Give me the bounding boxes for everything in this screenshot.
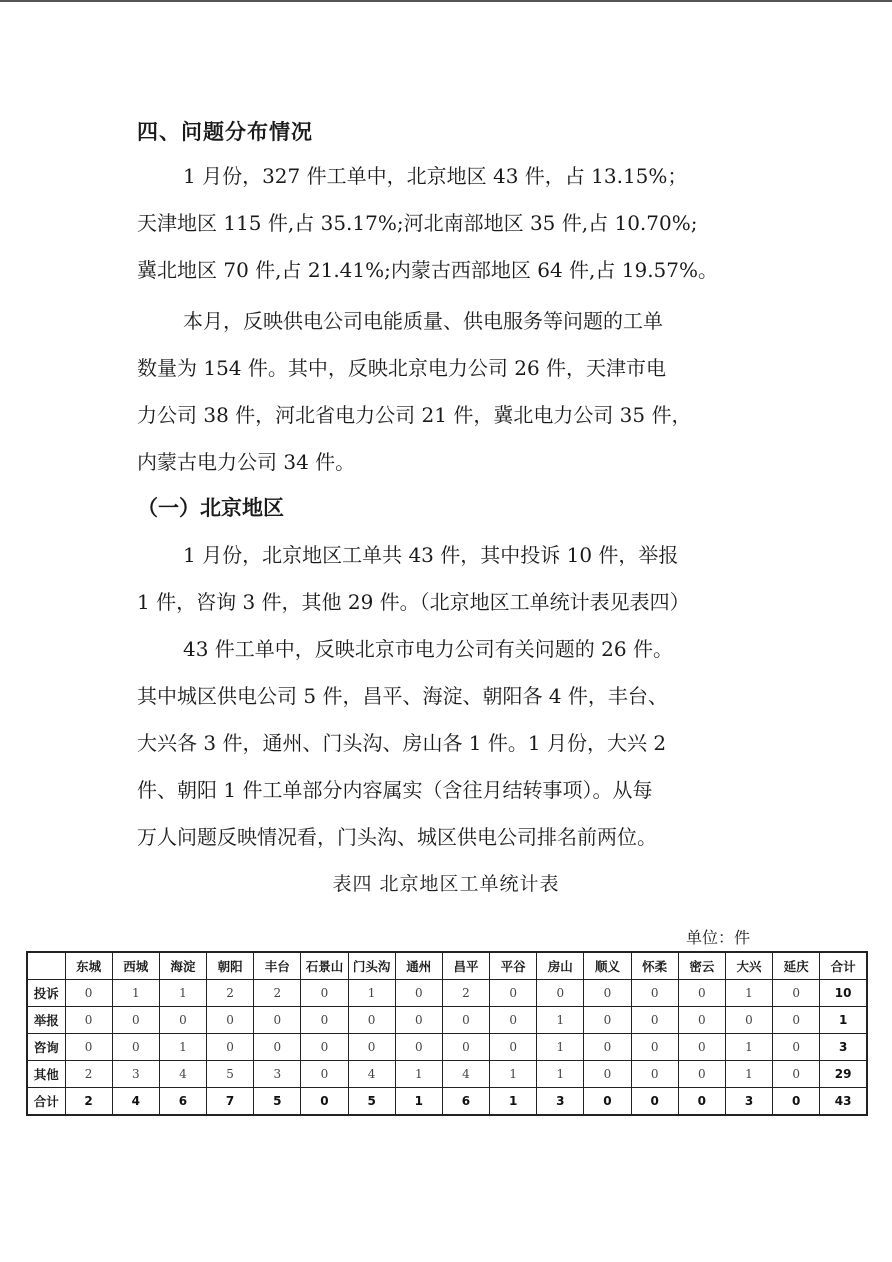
column-header: 石景山 (301, 952, 348, 980)
table-row (27, 980, 867, 1007)
table-cell: 0 (254, 1034, 301, 1061)
table-cell: 0 (65, 1007, 112, 1034)
table-row (27, 1007, 867, 1034)
column-header: 密云 (678, 952, 725, 980)
column-header: 顺义 (584, 952, 631, 980)
table-cell: 0 (490, 1034, 537, 1061)
beijing-paragraph (137, 532, 757, 626)
table-cell: 1 (159, 1034, 206, 1061)
table-cell: 0 (631, 1061, 678, 1088)
table-cell: 5 (207, 1061, 254, 1088)
table-cell: 0 (348, 1034, 395, 1061)
table-cell: 2 (442, 980, 489, 1007)
table-cell: 1 (490, 1088, 537, 1116)
table-cell: 1 (537, 1007, 584, 1034)
service-line: 本月，反映供电公司电能质量、供电服务等问题的工单 (183, 309, 663, 333)
table-cell: 0 (395, 1034, 442, 1061)
column-header: 东城 (65, 952, 112, 980)
intro-paragraph (137, 153, 757, 294)
table-cell: 4 (348, 1061, 395, 1088)
table-cell: 3 (820, 1034, 867, 1061)
table-cell: 2 (207, 980, 254, 1007)
table-header-row (27, 952, 867, 980)
table-unit: 单位：件 (686, 928, 751, 947)
beijing-line: 1 件，咨询 3 件，其他 29 件。（北京地区工单统计表见表四） (137, 590, 690, 614)
table-cell: 0 (678, 1007, 725, 1034)
row-header: 其他 (27, 1061, 65, 1088)
table-cell: 0 (301, 1034, 348, 1061)
table-row (27, 1061, 867, 1088)
table-cell: 0 (207, 1007, 254, 1034)
table-cell: 1 (537, 1061, 584, 1088)
table-cell: 0 (678, 1061, 725, 1088)
table-cell: 10 (820, 980, 867, 1007)
table-cell: 0 (112, 1034, 159, 1061)
section-title: 四、问题分布情况 (137, 120, 313, 144)
intro-line: 天津地区 115 件,占 35.17%;河北南部地区 35 件,占 10.70%; (137, 211, 698, 235)
row-header: 投诉 (27, 980, 65, 1007)
column-header: 大兴 (725, 952, 772, 980)
column-header: 合计 (820, 952, 867, 980)
service-paragraph (137, 298, 757, 486)
table-cell: 29 (820, 1061, 867, 1088)
table-cell: 0 (631, 1034, 678, 1061)
table-cell: 0 (678, 980, 725, 1007)
table-cell: 0 (301, 980, 348, 1007)
row-header: 合计 (27, 1088, 65, 1116)
table-cell: 3 (725, 1088, 772, 1116)
table-cell: 0 (442, 1034, 489, 1061)
detail-line: 其中城区供电公司 5 件，昌平、海淀、朝阳各 4 件，丰台、 (137, 684, 668, 708)
column-header: 西城 (112, 952, 159, 980)
table-cell: 3 (254, 1061, 301, 1088)
table-cell: 0 (678, 1088, 725, 1116)
beijing-stats-table (26, 951, 868, 1116)
table-cell: 0 (301, 1061, 348, 1088)
column-header: 海淀 (159, 952, 206, 980)
table-caption: 表四 北京地区工单统计表 (332, 873, 560, 895)
intro-line: 1 月份，327 件工单中，北京地区 43 件，占 13.15%； (183, 164, 688, 188)
table-cell: 0 (584, 1061, 631, 1088)
column-header: 丰台 (254, 952, 301, 980)
table-cell: 0 (301, 1007, 348, 1034)
service-line: 力公司 38 件，河北省电力公司 21 件，冀北电力公司 35 件， (137, 403, 692, 427)
column-header: 昌平 (442, 952, 489, 980)
table-cell: 0 (65, 1034, 112, 1061)
table-cell: 0 (631, 1007, 678, 1034)
table-cell: 1 (348, 980, 395, 1007)
page-top-border (0, 0, 892, 2)
column-header: 房山 (537, 952, 584, 980)
service-line: 内蒙古电力公司 34 件。 (137, 450, 356, 474)
table-cell: 0 (301, 1088, 348, 1116)
table-cell: 7 (207, 1088, 254, 1116)
table-corner-cell (27, 952, 65, 980)
table-cell: 0 (773, 1088, 820, 1116)
table-cell: 0 (65, 980, 112, 1007)
table-row (27, 1088, 867, 1116)
table-cell: 2 (65, 1088, 112, 1116)
column-header: 门头沟 (348, 952, 395, 980)
column-header: 延庆 (773, 952, 820, 980)
table-cell: 0 (490, 980, 537, 1007)
table-cell: 6 (442, 1088, 489, 1116)
detail-line: 43 件工单中，反映北京市电力公司有关问题的 26 件。 (183, 637, 673, 661)
table-cell: 0 (348, 1007, 395, 1034)
service-line: 数量为 154 件。其中，反映北京电力公司 26 件，天津市电 (137, 356, 667, 380)
table-cell: 5 (348, 1088, 395, 1116)
table-cell: 1 (395, 1088, 442, 1116)
row-header: 咨询 (27, 1034, 65, 1061)
table-cell: 0 (773, 1061, 820, 1088)
table-cell: 1 (490, 1061, 537, 1088)
table-cell: 0 (773, 980, 820, 1007)
table-cell: 6 (159, 1088, 206, 1116)
table-cell: 0 (112, 1007, 159, 1034)
table-cell: 0 (773, 1007, 820, 1034)
table-cell: 4 (112, 1088, 159, 1116)
table-cell: 0 (584, 1007, 631, 1034)
table-cell: 1 (725, 1034, 772, 1061)
beijing-line: 1 月份，北京地区工单共 43 件，其中投诉 10 件，举报 (183, 543, 679, 567)
detail-line: 万人问题反映情况看，门头沟、城区供电公司排名前两位。 (137, 825, 657, 849)
detail-paragraph (137, 626, 757, 861)
table-cell: 43 (820, 1088, 867, 1116)
table-cell: 1 (395, 1061, 442, 1088)
table-cell: 0 (631, 1088, 678, 1116)
table-cell: 0 (678, 1034, 725, 1061)
table-cell: 4 (159, 1061, 206, 1088)
table-cell: 0 (395, 1007, 442, 1034)
table-cell: 5 (254, 1088, 301, 1116)
table-cell: 3 (537, 1088, 584, 1116)
table-cell: 3 (112, 1061, 159, 1088)
table-cell: 0 (773, 1034, 820, 1061)
table-cell: 0 (584, 980, 631, 1007)
detail-line: 大兴各 3 件，通州、门头沟、房山各 1 件。1 月份，大兴 2 (137, 731, 667, 755)
table-cell: 1 (820, 1007, 867, 1034)
table-cell: 2 (254, 980, 301, 1007)
table-cell: 2 (65, 1061, 112, 1088)
detail-line: 件、朝阳 1 件工单部分内容属实（含往月结转事项）。从每 (137, 778, 653, 802)
subsection-title: （一）北京地区 (137, 496, 284, 520)
table-cell: 0 (537, 980, 584, 1007)
column-header: 通州 (395, 952, 442, 980)
table-row (27, 1034, 867, 1061)
row-header: 举报 (27, 1007, 65, 1034)
table-cell: 0 (584, 1088, 631, 1116)
intro-line: 冀北地区 70 件,占 21.41%;内蒙古西部地区 64 件,占 19.57%。 (137, 258, 719, 282)
table-cell: 0 (631, 980, 678, 1007)
table-cell: 0 (725, 1007, 772, 1034)
column-header: 朝阳 (207, 952, 254, 980)
table-cell: 1 (159, 980, 206, 1007)
table-cell: 0 (207, 1034, 254, 1061)
table-cell: 0 (159, 1007, 206, 1034)
column-header: 怀柔 (631, 952, 678, 980)
table-cell: 1 (537, 1034, 584, 1061)
table-cell: 1 (725, 1061, 772, 1088)
table-cell: 0 (395, 980, 442, 1007)
table-cell: 4 (442, 1061, 489, 1088)
column-header: 平谷 (490, 952, 537, 980)
table-cell: 1 (725, 980, 772, 1007)
table-cell: 0 (584, 1034, 631, 1061)
table-cell: 0 (254, 1007, 301, 1034)
table-cell: 0 (442, 1007, 489, 1034)
table-cell: 1 (112, 980, 159, 1007)
table-cell: 0 (490, 1007, 537, 1034)
